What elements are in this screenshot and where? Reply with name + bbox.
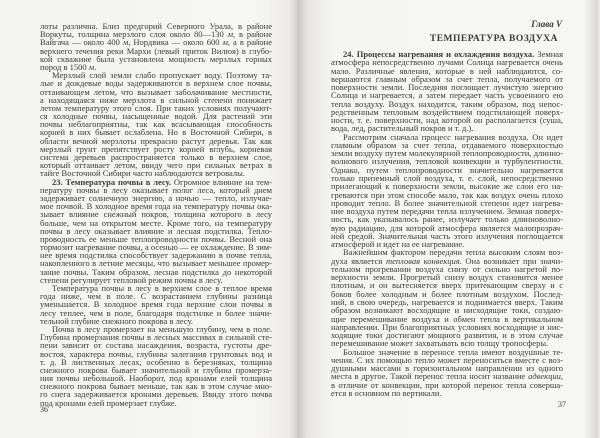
text-segment: корней в них бывает ослаблена. Но в Восточной Сибири, в [40, 127, 272, 138]
text-segment: . [94, 61, 97, 72]
text-segment: вую радиацию, для которой атмосфера является малопрозрач- [331, 222, 563, 233]
text-segment: лесу теплее, чем в поле, благодаря подстилке и более значи- [40, 307, 272, 318]
text-segment: Почва в лесу промерзает на меньшую глубину, чем в поле. [52, 323, 272, 334]
text-segment: пени зависит от состава насаждения, возраста, густоты дре- [40, 340, 272, 351]
text-segment: ность, как указывалось ранее, излучает только длинноволно- [331, 214, 563, 225]
text-segment: ной средой. Значительная часть этого излучения поглощается [331, 230, 563, 241]
text-segment: почвы в лесу оказывает влияние и лесная подстилка. Тепло- [40, 225, 272, 236]
text-segment: нее время подстилка способствует задержанию в почве тепла, [40, 250, 272, 261]
text-segment: атмосферой и идет на ее нагревание. [331, 239, 465, 250]
text-segment: только приземный слой воздуха, т. е. слой, непосредственно [331, 172, 563, 183]
text-segment: , в районе [233, 29, 272, 40]
text-segment: го снега задерживается кронами деревьев. Ввиду этого почва [40, 389, 272, 400]
text-segment: Земная [534, 49, 563, 59]
text-segment: душными массами в горизонтальном направлении из одного [331, 363, 563, 374]
text-segment: верхнего течения реки Мархи (левый приток Вилюя) в глубо- [40, 45, 272, 56]
text-segment: поверхности земли. Последняя поглощает лучистую энергию [331, 82, 563, 93]
text-segment: зывает влияние снежный покров, толщина которого в лесу [40, 209, 272, 220]
text-segment: главным образом за счет тепла, отдаваемого поверхностью [331, 139, 563, 150]
text-segment: тельной глубине снежного покрова в лесу. [40, 315, 194, 326]
text-segment: пород в 1500 [40, 61, 89, 72]
text-segment: ся холодные почвы, насыщенные водой. Для растений эти [40, 111, 272, 122]
right-page-text [331, 50, 563, 397]
page-number-left: 36 [40, 405, 48, 414]
text-segment: Важнейшим фактором передачи тепла высоким слоям воз- [343, 247, 563, 258]
text-segment: ний, в свою очередь, нагревается и поднимается вверх. Таким [331, 296, 563, 307]
text-segment: степени регулирует тепловой режим почвы в лесу. [40, 274, 223, 285]
emphasis: адвекции [528, 371, 561, 382]
left-page-text [40, 22, 272, 407]
text-segment: щие перемешивание воздуха и обмен тепла в вертикальном [331, 313, 563, 324]
text-segment: система деревьев распространяется только в верхнем слое, [40, 152, 272, 162]
left-page [0, 0, 298, 438]
text-segment: духа является [331, 255, 386, 266]
text-segment: мало. Различные явления, которые в ней наблюдаются, со- [331, 65, 563, 76]
text-segment: ния почвы небольшой. Наоборот, под кронами елей толщина [40, 373, 272, 384]
text-segment: верхности земли. Прогретый снизу воздух становится менее [331, 272, 563, 283]
text-segment: чения. С их помощью тепло может переноситься вместе с воз- [331, 354, 563, 365]
emphasis: м [227, 29, 234, 40]
text-segment: области вечной мерзлоты прекрасно растут деревья. Так как [40, 135, 272, 146]
text-segment: атмосфера непосредственно лучами Солнца нагревается очень [331, 57, 563, 68]
text-segment: оттаивающем летом, что вызывает заболачивание местности, [40, 86, 272, 97]
text-segment: боков более холодным и более плотным воздухом. Послед- [331, 288, 563, 299]
text-segment: снежного покрова бывает значительной и глубина промерза- [40, 364, 272, 375]
text-segment: проводность ее меньше теплопроводности почвы. Весной она [40, 233, 272, 244]
text-segment: почвы неблагоприятны, так как всасывающая способность [40, 119, 272, 130]
page-number-right: 37 [558, 400, 566, 409]
text-segment: места в другое. Такой перенос тепла носит название [331, 371, 529, 382]
section-heading: 24. Процессы нагревания и охлаждения воздуха. [343, 49, 535, 59]
text-segment: в отличие от конвекции, при которой перенос тепла соверша- [331, 379, 563, 390]
text-segment: зание почвы. Таким образом, лесная подстилка до некоторой [40, 266, 272, 277]
text-segment: направлении. При благоприятных условиях восходящие и нис- [331, 321, 563, 332]
text-segment: лоты различна. Близ предгорий Северного Урала, в районе [40, 21, 272, 31]
text-segment: снежного покрова бывает меньше, так как в этом случае мно- [40, 381, 272, 392]
text-segment: волнового излучения, тепловой конвекции и турбулентности. [331, 156, 563, 167]
text-segment: под кронами елей промерзает глубже. [40, 397, 177, 408]
text-segment: который оттаивает летом, ввиду чего при сильных ветрах в [40, 160, 272, 171]
text-segment: пературу почвы в лесу оказывает полог леса, который днем [40, 184, 272, 195]
chapter-label: Глава V [531, 19, 562, 29]
text-segment: вершаются главным образом за счет тепла, получаемого от [331, 73, 563, 84]
chapter-title: ТЕМПЕРАТУРА ВОЗДУХА [429, 34, 558, 44]
text-segment: т. д. В лиственных лесах, особенно в березняках, толщина [40, 356, 272, 367]
text-segment: тепла воздуху. Воздух находится, таким образом, под непос- [331, 98, 563, 109]
text-segment: уменьшается. В холодное время года верхние слои почвы в [40, 299, 272, 310]
right-page [298, 0, 598, 438]
text-segment: накопленного в летние месяцы, что вызывает меньшее промер- [40, 258, 272, 269]
text-segment: мерзлый грунт препятствует росту корней вглубь, корневая [40, 143, 272, 154]
emphasis: м [88, 61, 95, 72]
text-segment: ние воздуха путем передачи тепла излучением. Земная поверх- [331, 206, 563, 217]
text-segment: Солнца и нагревается, а затем передает часть усвоенного ею [331, 90, 563, 101]
text-segment: редственным тепловым воздействием подстилающей поверх- [331, 106, 563, 117]
text-segment: кой скважине была установлена мощность мерзлых горных [40, 53, 272, 64]
text-segment: проводит тепло. В более значительной степени идет нагрева- [331, 197, 563, 208]
text-segment: вода, лед, растительный покров и т. д.). [331, 123, 474, 134]
text-segment: . Она возникает при значи- [459, 255, 563, 266]
text-segment: лые и дождевые воды задерживаются в верхнем слое почвы, [40, 78, 272, 89]
text-segment: , Нордвика — около 600 [128, 37, 223, 48]
text-segment: тайге Восточной Сибири часто наблюдаются ветровалы. [40, 168, 245, 179]
text-segment: греваются при этом способе мало, так как воздух очень плохо [331, 189, 563, 200]
emphasis: м [122, 37, 129, 48]
text-segment: Мерзлый слой земли слабо пропускает воду. Поэтому та- [52, 70, 272, 81]
text-segment: Большое значение в переносе тепла имеют воздушные те- [343, 346, 563, 357]
text-segment: больше, чем на открытом месте. Кроме того, на температуру [40, 217, 272, 228]
text-segment: Однако, путем теплопроводности значительно нагревается [331, 164, 563, 175]
text-segment: прилегающий к поверхности земли, высокие же слои его на- [331, 181, 563, 192]
text-segment: Глубина промерзания почвы в лесных массивах в сильной сте- [40, 332, 272, 343]
text-segment: Температура почвы в лесу в верхнем слое в теплое время [52, 283, 272, 293]
text-segment: , а в районе [227, 37, 272, 48]
text-segment: года ниже, чем в поле. С возрастанием глубины разница [40, 291, 272, 302]
text-segment: Огромное влияние на тем- [171, 176, 272, 187]
text-segment: задерживает солнечную энергию, а ночью — тепло, излучае- [40, 192, 272, 203]
text-segment: ходящие токи достигают мощного развития, и в этом случае [331, 330, 563, 341]
text-segment: ности, т. е. поверхности, над которой он располагается (суша, [331, 115, 563, 126]
emphasis: м [222, 37, 228, 48]
text-segment: Вайгача — около 400 [40, 37, 123, 48]
text-line [331, 389, 563, 397]
text-segment: мое почвой. В холодное время года на температуру почвы ока- [40, 201, 272, 212]
text-segment: Воркуты, толщина мерзлого слоя около 80—130 [40, 29, 228, 40]
text-segment: Рассмотрим сначала процесс нагревания воздуха. Он идет [343, 131, 563, 142]
text-segment: земли воздуху путем молекулярной теплопроводности, длинно- [331, 148, 563, 159]
text-segment: ется в основном по вертикали. [331, 387, 442, 398]
text-segment: востоя, характера почвы, глубины залегания грунтовых вод и [40, 348, 272, 359]
text-segment: тормозит нагревание почвы, а осенью — ее охлаждение. В зим- [40, 242, 272, 253]
text-segment: , [560, 371, 563, 382]
text-segment: летом температуру этого слоя. При таких условиях получают- [40, 102, 272, 113]
text-segment: перемешивание может захватывать всю толщу тропосферы. [331, 338, 549, 349]
section-heading: 23. Температура почвы в лесу. [52, 176, 172, 187]
text-segment: тельном прогревании воздуха снизу от сильно нагретой по- [331, 263, 563, 274]
text-segment: плотным, и он вытесняется вверх притекающим сверху и с [331, 280, 563, 291]
text-segment: образом возникают восходящие и нисходящие токи, создаю- [331, 305, 563, 316]
text-segment: а находящаяся ниже мерзлота в сильной степени понижает [40, 94, 272, 105]
emphasis: тепловая конвекция [385, 255, 460, 266]
text-line [40, 399, 272, 407]
